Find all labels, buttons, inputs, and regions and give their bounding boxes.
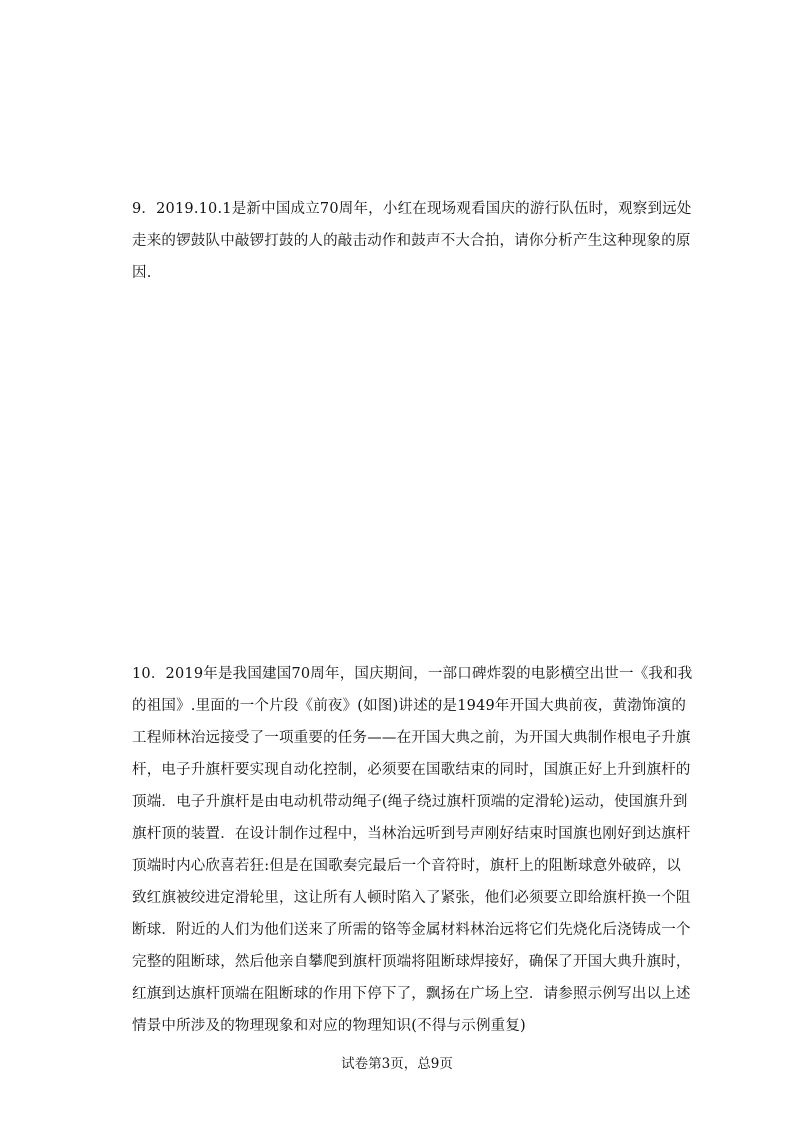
question-10-line-10: 完整的阻断球，然后他亲自攀爬到旗杆顶端将阻断球焊接好，确保了开国大典升旗时， <box>132 954 691 970</box>
question-10-line-9: 断球．附近的人们为他们送来了所需的铬等金属材料林治远将它们先烧化后浇铸成一个 <box>132 922 691 938</box>
question-9-line-1: 9．2019.10.1是新中国成立70周年，小红在现场观看国庆的游行队伍时，观察到远处 <box>132 201 692 217</box>
page-footer: 试卷第3页，总9页 <box>341 1056 453 1072</box>
question-10-line-7: 顶端时内心欣喜若狂:但是在国歌奏完最后一个音符时，旗杆上的阻断球意外破碎，以 <box>132 858 681 874</box>
question-10-line-11: 红旗到达旗杆顶端在阻断球的作用下停下了，飘扬在广场上空．请参照示例写出以上述 <box>132 986 691 1002</box>
question-10-line-12: 情景中所涉及的物理现象和对应的物理知识(不得与示例重复) <box>132 1018 526 1034</box>
question-10-line-5: 顶端．电子升旗杆是由电动机带动绳子(绳子绕过旗杆顶端的定滑轮)运动，使国旗升到 <box>132 794 688 810</box>
question-10-line-6: 旗杆顶的装置．在设计制作过程中，当林治远听到号声刚好结束时国旗也刚好到达旗杆 <box>132 826 691 842</box>
question-9-line-2: 走来的锣鼓队中敲锣打鼓的人的敲击动作和鼓声不大合拍，请你分析产生这种现象的原 <box>132 233 691 249</box>
question-9 <box>132 193 692 289</box>
question-10-line-1: 10．2019年是我国建国70周年，国庆期间，一部口碑炸裂的电影横空出世一《我和我 <box>132 666 693 682</box>
question-10-line-4: 杆，电子升旗杆要实现自动化控制，必须要在国歌结束的同时，国旗正好上升到旗杆的 <box>132 762 691 778</box>
question-10-line-8: 致红旗被绞进定滑轮里，这让所有人顿时陷入了紧张，他们必须要立即给旗杆换一个阻 <box>132 890 691 906</box>
question-10-line-3: 工程师林治远接受了一项重要的任务——在开国大典之前，为开国大典制作根电子升旗 <box>132 730 691 746</box>
question-10 <box>132 658 693 1042</box>
question-10-line-2: 的祖国》.里面的一个片段《前夜》(如图)讲述的是1949年开国大典前夜，黄渤饰演的 <box>132 698 687 714</box>
question-9-line-3: 因. <box>132 265 152 281</box>
